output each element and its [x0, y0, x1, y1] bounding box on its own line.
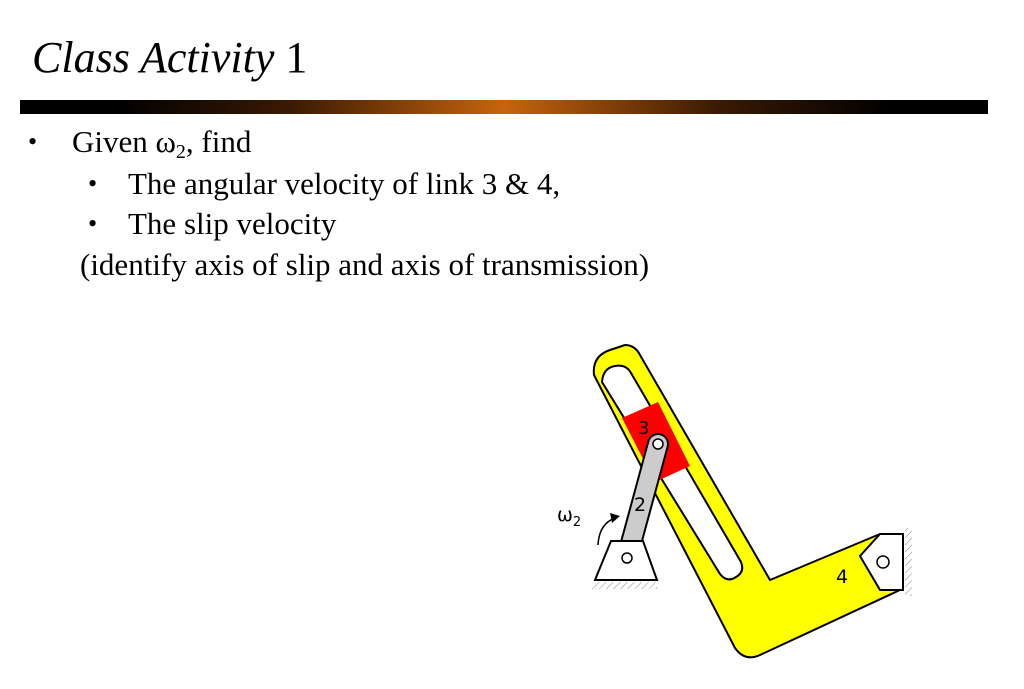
bullet-dot: •: [88, 169, 98, 198]
omega-label: $\omega_2$: [557, 504, 582, 530]
bullet-dot: •: [28, 127, 38, 156]
pin-joint-top: [653, 439, 663, 449]
link3-label: 3: [638, 418, 650, 439]
pin-joint-link4: [877, 556, 889, 568]
bullet-dot: •: [88, 209, 98, 238]
link4-label: 4: [836, 566, 849, 588]
pin-joint-ground: [622, 553, 632, 563]
title-number: 1: [285, 33, 308, 82]
link2-label: 2: [634, 494, 647, 516]
bullet-given: Given $\omega_2$, find: [72, 124, 252, 163]
bullet-angular-velocity: The angular velocity of link 3 & 4,: [128, 166, 561, 201]
bullet-slip-velocity: The slip velocity: [128, 206, 337, 241]
title-text: Class Activity: [32, 33, 275, 82]
bullet-note: (identify axis of slip and axis of transmission): [80, 247, 650, 282]
